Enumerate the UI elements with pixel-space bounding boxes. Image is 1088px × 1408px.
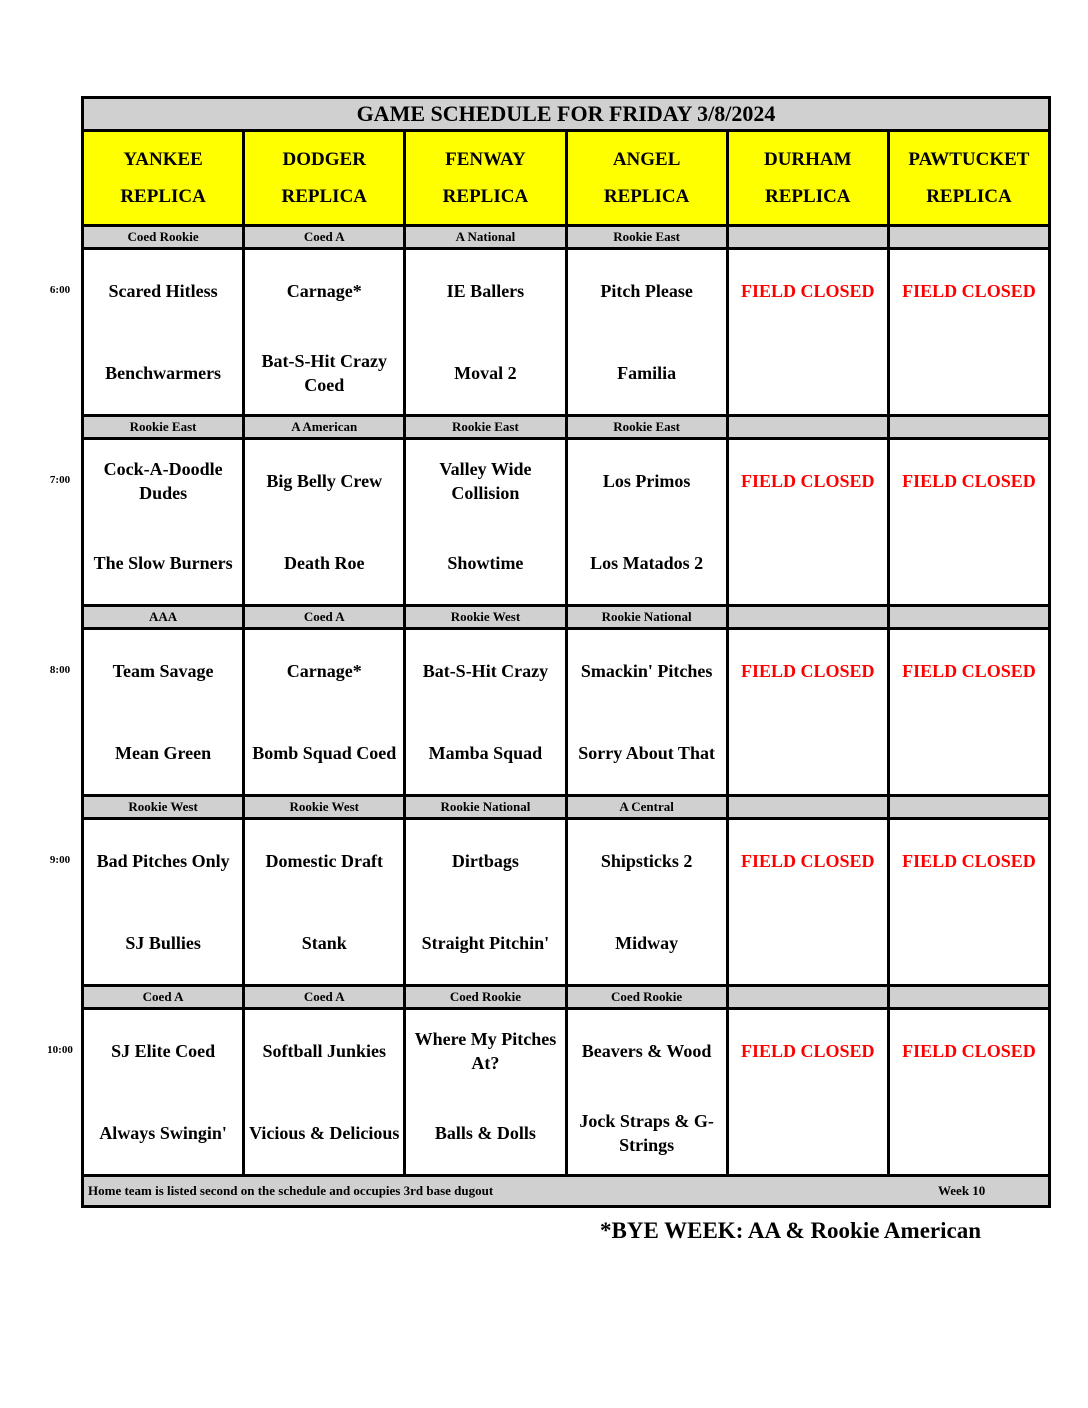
home-team: Stank [301,933,347,953]
home-team: Bomb Squad Coed [252,743,397,763]
division-label [729,984,890,1007]
field-name: PAWTUCKET [908,149,1030,170]
division-label: Rookie West [245,794,406,817]
home-team: Showtime [447,553,524,573]
home-team: Mamba Squad [428,743,543,763]
division-label [729,794,890,817]
game-cell [729,627,890,794]
game-cell [406,1007,567,1174]
game-cell [84,247,245,414]
home-team: Moval 2 [454,363,517,383]
field-header-pawtucket [890,132,1048,224]
game-cell [890,627,1048,794]
game-row [81,247,1051,414]
division-label: A National [406,224,567,247]
field-closed-label: FIELD CLOSED [902,281,1036,301]
field-closed-label: FIELD CLOSED [902,661,1036,681]
field-subtitle: REPLICA [603,186,690,207]
division-label: A Central [568,794,729,817]
division-label: Rookie National [568,604,729,627]
division-row [81,414,1051,437]
field-name: ANGEL [612,149,681,170]
away-team: Shipsticks 2 [600,851,693,871]
home-team: Familia [617,363,677,383]
field-subtitle: REPLICA [442,186,529,207]
division-row [81,794,1051,817]
home-team: Mean Green [115,743,212,763]
schedule-table [81,96,1051,1208]
division-row [81,604,1051,627]
division-row [81,224,1051,247]
field-header-durham [729,132,890,224]
division-row [81,984,1051,1007]
field-subtitle: REPLICA [926,186,1012,207]
game-cell [406,817,567,984]
home-team [729,332,887,414]
home-team: Balls & Dolls [434,1123,536,1143]
home-team [890,1092,1048,1174]
division-label: Coed A [245,604,406,627]
division-label: Rookie National [406,794,567,817]
field-name: FENWAY [445,149,526,170]
game-cell [568,627,729,794]
game-cell [729,247,890,414]
bye-week-note: *BYE WEEK: AA & Rookie American [600,1218,982,1243]
away-team: Smackin' Pitches [580,661,713,681]
away-team: Softball Junkies [262,1041,387,1061]
game-cell [84,627,245,794]
game-cell [729,817,890,984]
home-team: Straight Pitchin' [421,933,550,953]
division-label: Rookie East [406,414,567,437]
division-label [729,414,890,437]
division-label [890,604,1048,627]
away-team: Scared Hitless [108,281,218,301]
time-label: 9:00 [49,854,71,866]
division-label: Rookie East [568,224,729,247]
division-label [890,224,1048,247]
division-label [890,414,1048,437]
game-row [81,817,1051,984]
game-cell [84,817,245,984]
field-name: YANKEE [123,149,203,170]
division-label: Rookie West [84,794,245,817]
game-cell [245,817,406,984]
division-label: AAA [84,604,245,627]
game-cell [568,1007,729,1174]
field-closed-label: FIELD CLOSED [741,471,875,491]
field-header-angel [568,132,729,224]
game-cell [406,627,567,794]
schedule-footer [81,1174,1051,1208]
game-cell [568,817,729,984]
division-label: Rookie West [406,604,567,627]
field-closed-label: FIELD CLOSED [741,281,875,301]
game-cell [245,247,406,414]
away-team: Valley Wide Collision [439,459,532,503]
game-cell [245,1007,406,1174]
division-label [729,224,890,247]
home-team-note: Home team is listed second on the schedule and occupies 3rd base dugout [88,1183,494,1198]
away-team: Team Savage [112,661,214,681]
home-team: Sorry About That [578,743,715,763]
field-header-yankee [84,132,245,224]
field-closed-label: FIELD CLOSED [902,851,1036,871]
field-name: DODGER [282,149,366,170]
division-label: Rookie East [568,414,729,437]
field-closed-label: FIELD CLOSED [741,661,875,681]
home-team [890,902,1048,984]
game-cell [729,437,890,604]
home-team: Death Roe [284,553,365,573]
field-subtitle: REPLICA [765,186,851,207]
division-label: A American [245,414,406,437]
division-label: Coed Rookie [568,984,729,1007]
home-team [729,902,887,984]
time-label: 8:00 [49,664,71,676]
division-label [729,604,890,627]
home-team: Vicious & Delicious [249,1123,400,1143]
division-label: Coed A [84,984,245,1007]
home-team [729,522,887,604]
home-team [729,712,887,794]
time-label: 6:00 [49,284,71,296]
field-closed-label: FIELD CLOSED [741,1041,875,1061]
division-label [890,984,1048,1007]
game-cell [568,247,729,414]
field-closed-label: FIELD CLOSED [741,851,875,871]
home-team [890,332,1048,414]
field-header-fenway [406,132,567,224]
field-header-dodger [245,132,406,224]
week-label: Week 10 [938,1183,986,1198]
field-header-row [81,129,1051,224]
game-cell [890,1007,1048,1174]
division-label: Coed Rookie [84,224,245,247]
game-row [81,1007,1051,1174]
game-cell [84,1007,245,1174]
game-row [81,627,1051,794]
schedule-title: GAME SCHEDULE FOR FRIDAY 3/8/2024 [81,96,1051,129]
away-team: Where My Pitches At? [414,1029,557,1073]
field-closed-label: FIELD CLOSED [902,471,1036,491]
division-label: Coed A [245,224,406,247]
game-cell [890,247,1048,414]
home-team: Always Swingin' [99,1123,227,1143]
game-cell [84,437,245,604]
field-subtitle: REPLICA [281,186,368,207]
time-label: 7:00 [49,474,71,486]
home-team [890,522,1048,604]
home-team: Bat-S-Hit Crazy Coed [261,351,387,395]
away-team: Dirtbags [451,851,519,871]
field-closed-label: FIELD CLOSED [902,1041,1036,1061]
away-team: Beavers & Wood [581,1041,712,1061]
away-team: IE Ballers [446,281,525,301]
away-team: Cock-A-Doodle Dudes [103,459,223,503]
game-cell [890,817,1048,984]
away-team: SJ Elite Coed [111,1041,216,1061]
division-label: Coed A [245,984,406,1007]
home-team: Los Matados 2 [590,553,704,573]
away-team: Pitch Please [600,281,693,301]
game-cell [729,1007,890,1174]
division-label [890,794,1048,817]
field-name: DURHAM [763,149,852,170]
game-row [81,437,1051,604]
home-team: Midway [615,933,679,953]
division-label: Coed Rookie [406,984,567,1007]
game-cell [406,437,567,604]
away-team: Carnage* [286,661,362,681]
game-cell [245,437,406,604]
game-cell [406,247,567,414]
game-cell [568,437,729,604]
away-team: Los Primos [602,471,691,491]
division-label: Rookie East [84,414,245,437]
home-team: Benchwarmers [105,363,222,383]
home-team [890,712,1048,794]
away-team: Bad Pitches Only [96,851,230,871]
home-team: Jock Straps & G-Strings [579,1111,714,1155]
game-cell [245,627,406,794]
away-team: Domestic Draft [265,851,383,871]
away-team: Carnage* [286,281,362,301]
home-team: SJ Bullies [125,933,201,953]
away-team: Big Belly Crew [266,471,383,491]
home-team [729,1092,887,1174]
home-team: The Slow Burners [93,553,233,573]
time-slots [81,224,1051,1174]
game-cell [890,437,1048,604]
field-subtitle: REPLICA [120,186,206,207]
away-team: Bat-S-Hit Crazy [422,661,549,681]
time-label: 10:00 [47,1044,73,1056]
